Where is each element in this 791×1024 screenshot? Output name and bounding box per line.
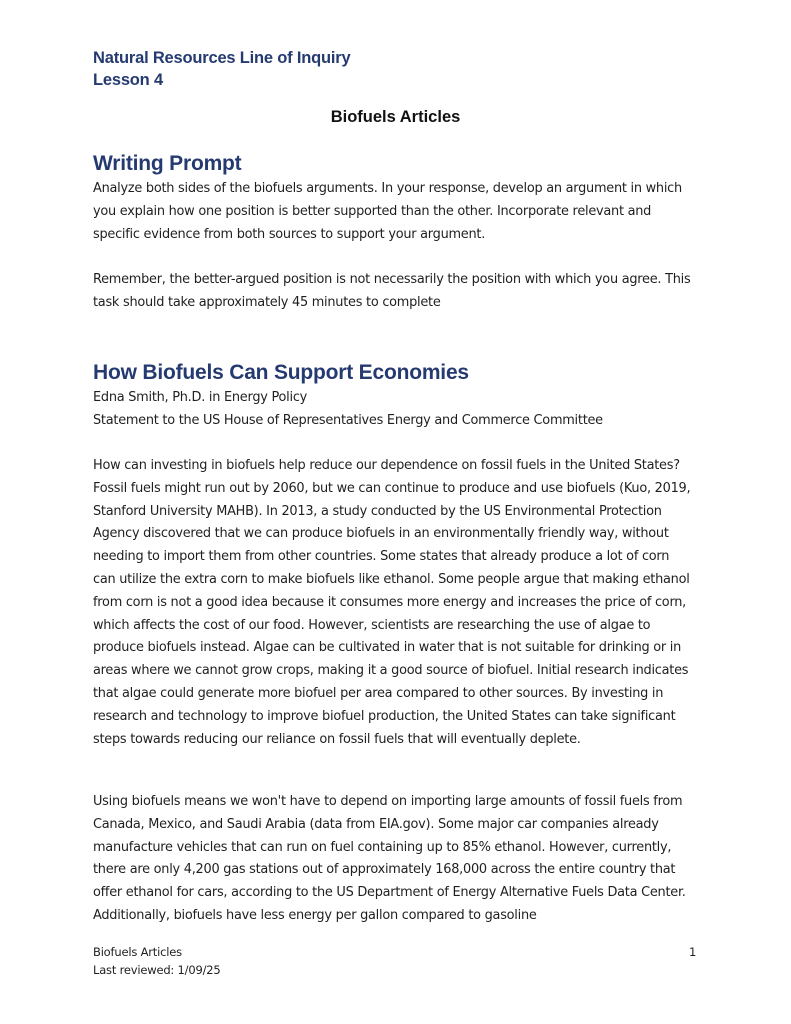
article-paragraph-1: How can investing in biofuels help reduce our dependence on fossil fuels in the United States? Fossil fuels might run out by 2060, but we can continue to produce and use biofuels (Kuo, 2019, Stanford University MAHB). In 2013, a study conducted by the US Environmental Protection Agency discovered that we can produce biofuels in an environmentally friendly way, without needing to import them from other countries. Some states that already produce a lot of corn can utilize the extra corn to make biofuels like ethanol. Some people argue that making ethanol from corn is not a good idea because it consumes more energy and increases the price of corn, which affects the cost of our food. However, scientists are researching the use of algae to produce biofuels instead. Algae can be cultivated in water that is not suitable for drinking or in areas where we cannot grow crops, making it a good source of biofuel. Initial research indicates that algae could generate more biofuel per area compared to other sources. By investing in research and technology to improve biofuel production, the United States can take significant steps towards reducing our reliance on fossil fuels that will eventually deplete. (93, 458, 691, 747)
writing-prompt-paragraph-2: Remember, the better-argued position is not necessarily the position with which you agree. This task should take approximately 45 minutes to complete (93, 272, 691, 310)
article-paragraph-2: Using biofuels means we won't have to depend on importing large amounts of fossil fuels from Canada, Mexico, and Saudi Arabia (data from EIA.gov). Some major car companies already manufacture vehicles that can run on fuel containing up to 85% ethanol. However, currently, there are only 4,200 gas stations out of approximately 168,000 across the entire country that offer ethanol for cars, according to the US Department of Energy Alternative Fuels Data Center. Additionally, biofuels have less energy per gallon compared to gasoline (93, 794, 686, 923)
lesson-label: Lesson 4 (93, 71, 163, 89)
writing-prompt-heading: Writing Prompt (93, 152, 242, 175)
document-header (93, 47, 350, 91)
writing-prompt-paragraph-1: Analyze both sides of the biofuels arguments. In your response, develop an argument in which you explain how one position is better supported than the other. Incorporate relevant and specific evidence from both sources to support your argument. (93, 181, 682, 242)
article-author: Edna Smith, Ph.D. in Energy Policy (93, 390, 308, 405)
page-number: 1 (689, 945, 697, 959)
document-title: Biofuels Articles (330, 108, 461, 126)
page-footer (93, 943, 220, 979)
footer-document-name: Biofuels Articles (93, 945, 182, 959)
line-of-inquiry-title: Natural Resources Line of Inquiry (93, 49, 351, 67)
footer-last-reviewed: Last reviewed: 1/09/25 (93, 963, 221, 977)
article-venue: Statement to the US House of Representatives Energy and Commerce Committee (93, 413, 603, 428)
article-heading: How Biofuels Can Support Economies (93, 361, 469, 384)
